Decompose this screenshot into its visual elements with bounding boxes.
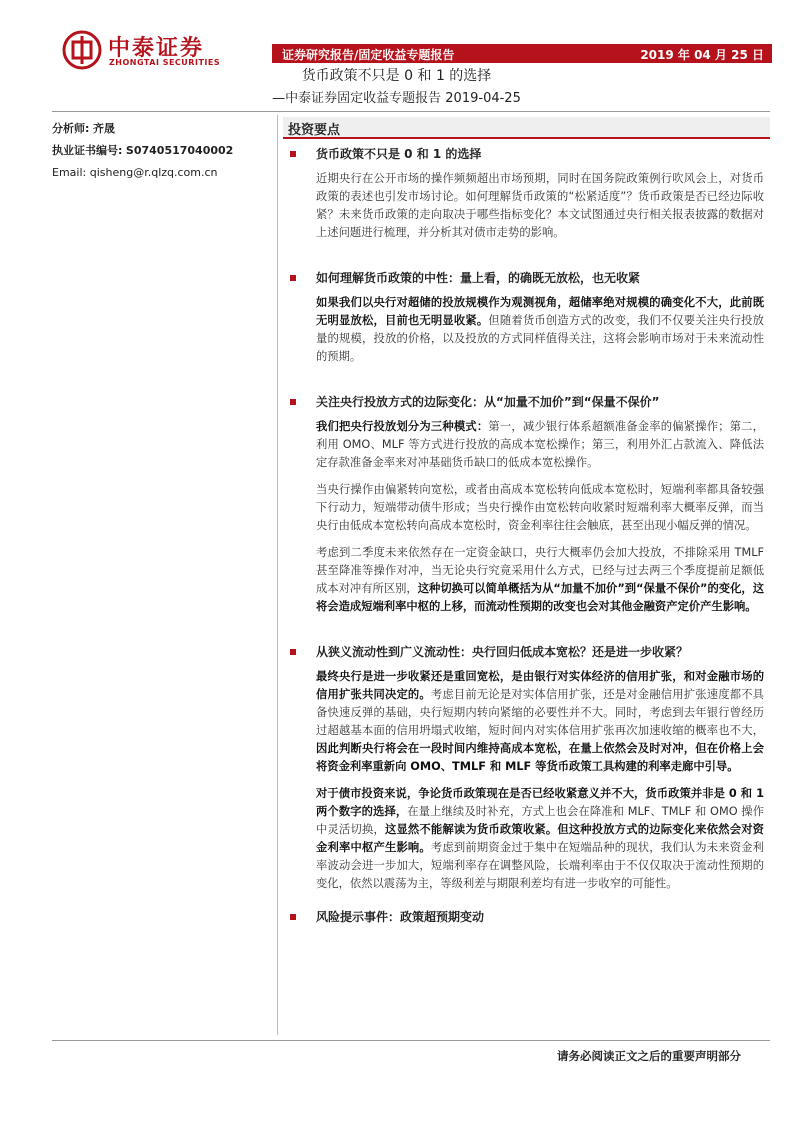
point-title-text: 从狭义流动性到广义流动性：央行回归低成本宽松？还是进一步收紧？ — [316, 645, 689, 659]
point-title — [284, 268, 764, 288]
analyst-email[interactable]: qisheng@r.qlzq.com.cn — [89, 166, 218, 179]
point-title — [284, 642, 764, 662]
body-text: 考虑到前期资金过于集中在短端品种的现状，我们认为未来资金利率波动会进一步加大，短端利率存在调整风险，长端利率由于不仅仅取决于流动性预期的变化，依然以震荡为主，等级利差与期限利差均有进一步收窄的可能性。 — [316, 841, 764, 890]
emphasis-text: 我们把央行投放划分为三种模式： — [316, 420, 489, 433]
analyst-cert-label: 执业证书编号: — [52, 144, 123, 157]
section-title: 投资要点 — [288, 123, 341, 138]
point-section — [284, 907, 764, 927]
point-section — [284, 642, 764, 893]
point-section — [284, 268, 764, 366]
body-text: 考虑目前无论是对实体信用扩张，还是对金融信用扩张速度都不具备快速反弹的基础，央行短期内转向紧缩的必要性并不大。同时，考虑到去年银行曾经历过超越基本面的信用坍塌式收缩，短时间内对实体信用扩张再次加速收缩的概率也不大， — [316, 688, 764, 737]
body-text: 考虑到二季度未来依然存在一定资金缺口，央行大概率仍会加大投放，不排除采用 TMLF 甚至降准等操作对冲，当无论央行究竟采用什么方式，已经与过去两三个季度提前足额低成本对冲有所区别， — [316, 546, 764, 595]
report-header-bar — [272, 44, 772, 63]
point-paragraph — [284, 785, 764, 893]
report-date: 2019 年 04 月 25 日 — [640, 48, 764, 62]
point-paragraph — [284, 544, 764, 616]
body-text: 但随着货币创造方式的改变，我们不仅要关注央行投放量的规模，投放的价格，以及投放的方式同样值得关注，这将会影响市场对于未来流动性的预期。 — [316, 314, 764, 363]
point-paragraph — [284, 481, 764, 535]
bullet-square-icon — [290, 649, 296, 655]
footer-disclaimer: 请务必阅读正文之后的重要声明部分 — [557, 1049, 741, 1063]
analyst-info — [52, 118, 272, 184]
point-paragraph — [284, 170, 764, 242]
report-category: 证券研究报告/固定收益专题报告 — [282, 48, 455, 62]
body-text: 近期央行在公开市场的操作频频超出市场预期，同时在国务院政策例行吹风会上，对货币政策的表述也引发市场讨论。如何理解货币政策的“松紧适度”？货币政策是否已经边际收紧？未来货币政策的走向取决于哪些指标变化？本文试图通过央行相关报表披露的数据对上述问题进行梳理，并分析其对债市走势的影响。 — [316, 172, 764, 239]
footer-divider — [52, 1040, 770, 1041]
analyst-cert-row — [52, 140, 272, 162]
point-paragraph — [284, 294, 764, 366]
analyst-name-label: 分析师: — [52, 122, 90, 135]
report-title: 货币政策不只是 0 和 1 的选择 — [301, 68, 492, 84]
point-title-text: 如何理解货币政策的中性：量上看，的确既无放松，也无收紧 — [316, 271, 641, 285]
column-divider — [277, 115, 278, 1035]
body-text: 当央行操作由偏紧转向宽松，或者由高成本宽松转向低成本宽松时，短端利率都具备较强下行动力，短端带动债牛形成；当央行操作由宽松转向收紧时短端利率大概率反弹，而当央行由低成本宽松转向高成本宽松时，资金利率往往会触底，甚至出现小幅反弹的情况。 — [316, 483, 764, 532]
investment-points — [284, 140, 764, 927]
report-subtitle: —中泰证券固定收益专题报告 2019-04-25 — [272, 91, 521, 106]
bullet-square-icon — [290, 399, 296, 405]
analyst-email-row — [52, 162, 272, 184]
analyst-email-label: Email: — [52, 166, 87, 179]
title-divider — [52, 111, 770, 112]
point-paragraph — [284, 668, 764, 776]
emphasis-text: 这种切换可以简单概括为从“加量不加价”到“保量不保价”的变化，这将会造成短端利率中枢的上移，而流动性预期的改变也会对其他金融资产定价产生影响。 — [316, 582, 764, 613]
emphasis-text: 如果我们以央行对超储的投放规模作为观测视角，超储率绝对规模的确变化不大，此前既无明显放松，目前也无明显收紧。 — [316, 296, 764, 327]
emphasis-text: 最终央行是进一步收紧还是重回宽松，是由银行对实体经济的信用扩张，和对金融市场的信用扩张共同决定的。 — [316, 670, 764, 701]
bullet-square-icon — [290, 275, 296, 281]
emphasis-text: 因此判断央行将会在一段时间内维持高成本宽松，在量上依然会及时对冲，但在价格上会将资金利率重新向 OMO、TMLF 和 MLF 等货币政策工具构建的利率走廊中引导。 — [316, 742, 764, 773]
point-title — [284, 907, 764, 927]
point-paragraph — [284, 418, 764, 472]
point-title — [284, 144, 764, 164]
analyst-name: 齐晟 — [92, 122, 115, 135]
analyst-name-row — [52, 118, 272, 140]
zhongtai-logo-icon — [62, 30, 102, 70]
logo-name-en: ZHONGTAI SECURITIES — [109, 58, 221, 67]
bullet-square-icon — [290, 151, 296, 157]
body-text: 第一，减少银行体系超额准备金率的偏紧操作；第二，利用 OMO、MLF 等方式进行投放的高成本宽松操作；第三，利用外汇占款流入、降低法定存款准备金率来对冲基础货币缺口的低成本宽松操作。 — [316, 420, 764, 469]
point-title — [284, 392, 764, 412]
section-header — [283, 117, 770, 139]
logo-name-cn: 中泰证券 — [108, 36, 205, 61]
company-logo — [62, 30, 232, 70]
point-section — [284, 144, 764, 242]
point-section — [284, 392, 764, 616]
point-title-text: 风险提示事件：政策超预期变动 — [316, 910, 485, 924]
body-text: 在量上继续及时补充，方式上也会在降准和 MLF、TMLF 和 OMO 操作中灵活切换， — [316, 805, 764, 836]
bullet-square-icon — [290, 914, 296, 920]
point-title-text: 货币政策不只是 0 和 1 的选择 — [316, 147, 482, 161]
analyst-cert: S0740517040002 — [125, 144, 234, 157]
point-title-text: 关注央行投放方式的边际变化：从“加量不加价”到“保量不保价” — [316, 395, 660, 409]
emphasis-text: 对于债市投资来说，争论货币政策现在是否已经收紧意义并不大，货币政策并非是 0 和 1 两个数字的选择， — [316, 787, 764, 818]
emphasis-text: 这显然不能解读为货币政策收紧。但这种投放方式的边际变化来依然会对资金利率中枢产生影响。 — [316, 823, 764, 854]
